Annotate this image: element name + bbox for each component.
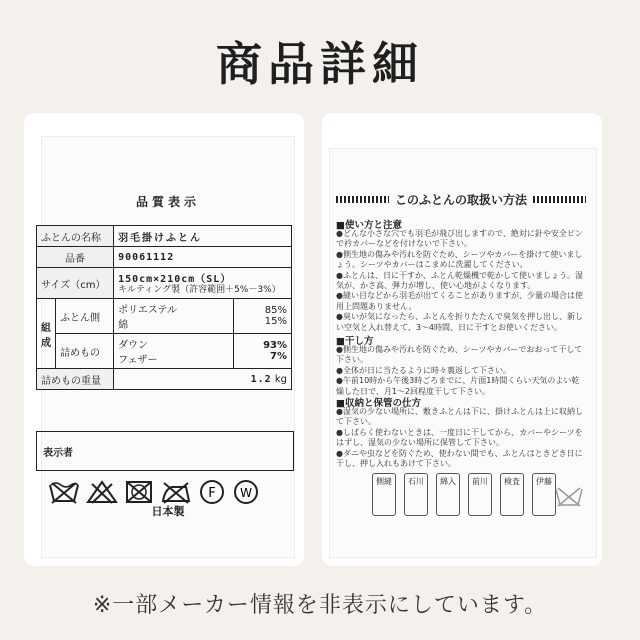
footer-note: ※一部メーカー情報を非表示にしています。	[92, 593, 548, 618]
fill-pct-1: 93%	[263, 340, 287, 352]
list-item: ●ふとんは、日に干すか、ふとん乾燥機で乾かして使いましょう。湿気が、かさ高、弾力が増し、使い心地がよくなります。	[336, 270, 583, 290]
svg-text:W: W	[240, 486, 252, 500]
list-item: ●全体が日に当たるように時々裏返して下さい。	[336, 365, 511, 375]
stamp: 石川	[404, 473, 428, 516]
section-heading: ■使い方と注意	[336, 220, 402, 231]
item-number-value: 90061112	[114, 247, 292, 268]
size-value: 150cm×210cm（SL）	[118, 274, 232, 285]
fill-pct-2: 7%	[270, 351, 287, 363]
handling-title-text: このふとんの取扱い方法	[395, 193, 528, 207]
no-bleach-icon	[86, 479, 118, 505]
list-item: ●臭いが気になったら、ふとんを折りたたんで臭気を押し出し、新しい空気と入れ替えて、3～4時間、日に干すとお使いください。	[336, 312, 583, 332]
table-row	[37, 268, 292, 299]
table-row	[37, 226, 292, 247]
decorative-bar	[533, 196, 586, 203]
wet-clean-w-icon	[232, 478, 260, 506]
made-in-japan: 日本製	[151, 505, 185, 518]
fill-material-1: ダウン	[118, 340, 149, 352]
page-title: 商品詳細	[216, 37, 424, 91]
shell-material-1: ポリエステル	[118, 305, 178, 317]
no-iron-icon	[160, 479, 192, 505]
fill-material-2: フェザー	[118, 355, 158, 367]
section-heading: ■干し方	[336, 336, 374, 347]
shell-material-2: 綿	[118, 320, 129, 332]
size-note: キルティング製（許容範囲＋5%－3%）	[118, 285, 281, 295]
stamp: 側縫	[372, 473, 396, 516]
quality-table	[36, 225, 292, 390]
table-row	[37, 247, 292, 268]
shell-key: ふとん側	[56, 299, 114, 334]
dryclean-f-icon	[198, 478, 226, 506]
list-item: ●側生地の傷みや汚れを防ぐため、シーツやカバーを掛けて使いましょう。シーツやカバーはこまめに洗濯してください。	[336, 249, 583, 270]
stamp: 前川	[468, 473, 492, 516]
name-key: ふとんの名称	[37, 226, 114, 247]
stamp: 綿入	[436, 473, 460, 516]
wash-tub-icon	[554, 485, 584, 507]
decorative-bar	[336, 196, 389, 203]
labeler-box	[36, 431, 294, 471]
list-item: ●縫い目などから羽毛が出てくることがありますが、少量の場合は使用上問題ありません。	[336, 291, 583, 311]
table-row	[37, 299, 292, 334]
list-item: ●側生地の傷みや汚れを防ぐため、シーツやカバーでおおって干して下さい。	[336, 345, 583, 365]
handling-title	[336, 191, 586, 208]
shell-pct-1: 85%	[264, 305, 287, 317]
composition-key: 組成	[37, 299, 56, 369]
list-item: ●湿気の少ない場所に、敷きふとんは下に、掛けふとんは上に収納して下さい。	[336, 407, 583, 427]
handling-label-card	[322, 113, 602, 566]
stamp: 検査	[500, 473, 524, 516]
name-value: 羽毛掛けふとん	[114, 226, 292, 247]
list-item: ●しばらく使わないときは、一度日に干してから、カバーやシーツをはずし、湿気の少ない場所に保管して下さい。	[336, 427, 583, 448]
shell-pct-2: 15%	[264, 316, 287, 328]
quality-label-heading: 品質表示	[135, 195, 200, 209]
drying-notes	[336, 345, 586, 397]
item-number-key: 品番	[37, 247, 114, 268]
inspection-stamps	[372, 473, 556, 516]
table-row	[37, 369, 292, 390]
fill-weight-value: 1.2	[250, 373, 272, 385]
labeler-key: 表示者	[43, 448, 73, 459]
fill-weight-key: 詰めもの重量	[37, 369, 114, 390]
table-row	[37, 334, 292, 369]
svg-text:F: F	[208, 486, 216, 501]
quality-label-card	[24, 113, 304, 566]
size-key: サイズ（cm）	[37, 268, 114, 299]
no-wash-icon	[48, 479, 80, 505]
storage-notes	[336, 407, 586, 469]
no-tumble-dry-icon	[124, 479, 154, 505]
fill-weight-unit: kg	[274, 373, 287, 385]
usage-notes	[336, 229, 586, 333]
fill-key: 詰めもの	[56, 334, 114, 369]
list-item: ●どんな小さな穴でも羽毛が飛び出しますので、絶対に針や安全ピンで衿カバーなどを付けないで下さい。	[336, 229, 583, 249]
section-heading: ■収納と保管の仕方	[336, 398, 421, 409]
stamp: 伊藤	[532, 473, 556, 516]
list-item: ●ダニや虫などを防ぐため、使わない間でも、ふとんはときどき日に干し、押し入れもあけて下さい。	[336, 448, 583, 468]
list-item: ●午前10時から午後3時ごろまでに、片面1時間くらい天気のよい乾燥した日で、月1～2回程度干して下さい。	[336, 376, 580, 396]
